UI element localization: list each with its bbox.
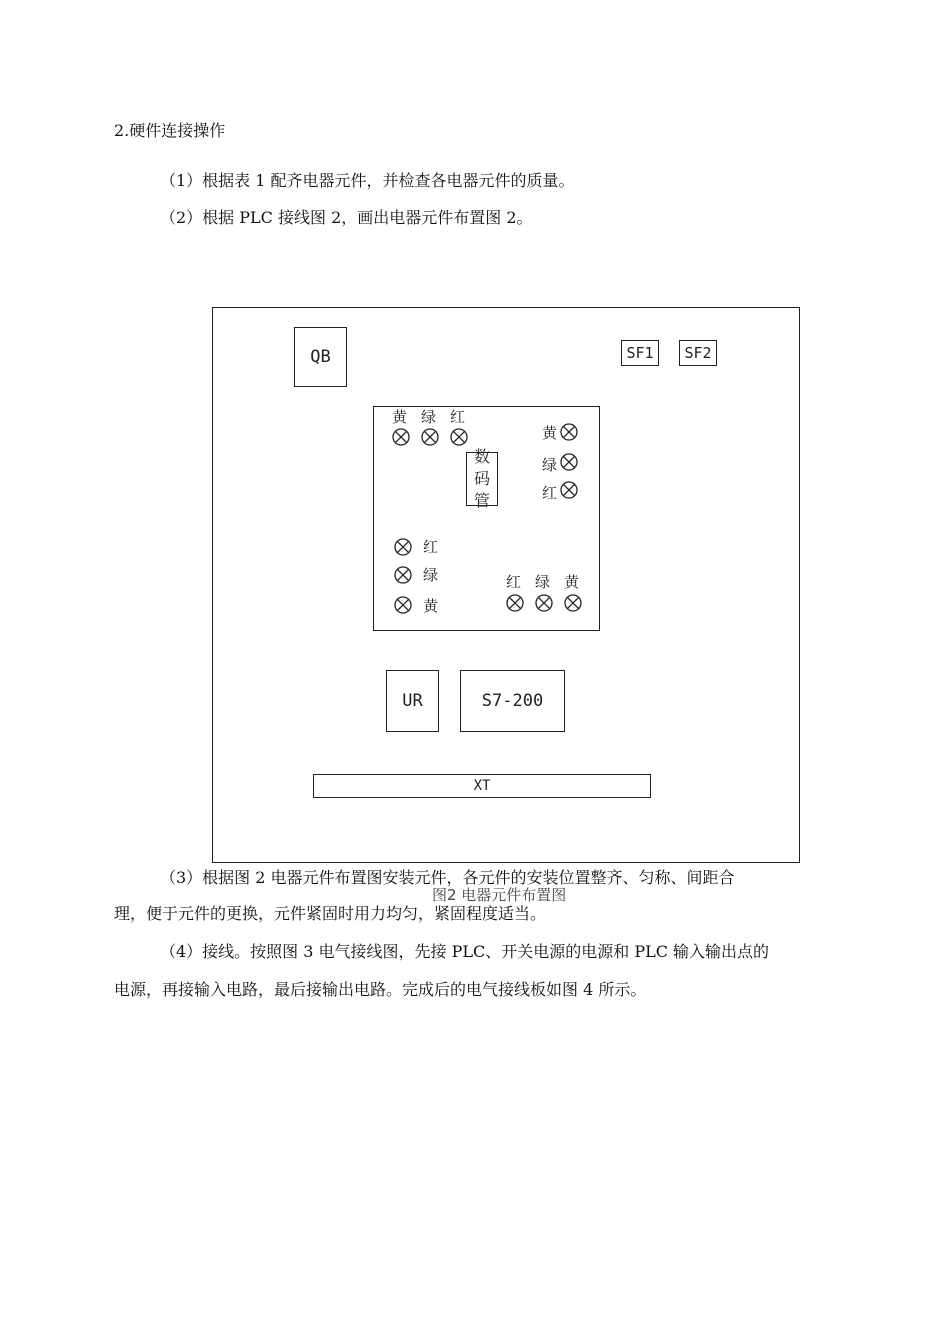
lamp-icon [421,428,439,446]
right-lamp-label-3: 红 [542,484,558,502]
figure-caption: 图2 电器元件布置图 [432,886,567,904]
sf2-label: SF2 [684,344,712,362]
digit-tube-char-1: 数 [473,447,490,466]
xt-terminal-block [313,774,651,798]
signal-panel [373,406,600,631]
xt-label: XT [473,778,491,794]
left-lamp-label-3: 黄 [423,597,439,615]
step-1: （1）根据表 1 配齐电器元件，并检查各电器元件的质量。 [160,171,575,190]
sf2-button [679,340,717,366]
lamp-icon [394,538,412,556]
step-3-line-1: （3）根据图 2 电器元件布置图安装元件，各元件的安装位置整齐、匀称、间距合 [160,868,735,887]
lamp-icon [564,594,582,612]
plc-s7-200 [460,670,565,732]
top-lamp-label-3: 红 [450,408,466,426]
ur-label: UR [402,691,423,711]
layout-diagram [212,307,800,863]
left-lamp-label-1: 红 [423,538,439,556]
plc-label: S7-200 [481,691,544,711]
qb-breaker [294,327,347,387]
lamp-icon [394,596,412,614]
bottom-lamp-label-2: 绿 [535,573,551,591]
sf1-label: SF1 [626,344,654,362]
lamp-icon [560,423,578,441]
lamp-icon [506,594,524,612]
lamp-icon [560,453,578,471]
lamp-icon [535,594,553,612]
lamp-icon [450,428,468,446]
bottom-lamp-label-3: 黄 [564,573,580,591]
top-lamp-label-2: 绿 [421,408,437,426]
step-4-line-1: （4）接线。按照图 3 电气接线图，先接 PLC、开关电源的电源和 PLC 输入输出点的 [160,942,770,961]
step-2: （2）根据 PLC 接线图 2，画出电器元件布置图 2。 [160,208,533,227]
digit-tube-char-3: 管 [473,491,490,510]
step-4-line-2: 电源，再接输入电路，最后接输出电路。完成后的电气接线板如图 4 所示。 [114,980,647,999]
bottom-lamp-label-1: 红 [506,573,522,591]
top-lamp-label-1: 黄 [392,408,408,426]
left-lamp-label-2: 绿 [423,566,439,584]
step-3-line-2: 理，便于元件的更换，元件紧固时用力均匀，紧固程度适当。 [114,904,547,923]
lamp-icon [394,566,412,584]
sf1-button [621,340,659,366]
lamp-icon [392,428,410,446]
digit-tube [466,447,498,510]
digit-tube-char-2: 码 [473,469,490,488]
section-title: 2.硬件连接操作 [114,121,226,140]
lamp-icon [560,481,578,499]
qb-label: QB [310,347,331,367]
right-lamp-label-1: 黄 [542,424,558,442]
right-lamp-label-2: 绿 [542,456,558,474]
ur-power-supply [386,670,439,732]
